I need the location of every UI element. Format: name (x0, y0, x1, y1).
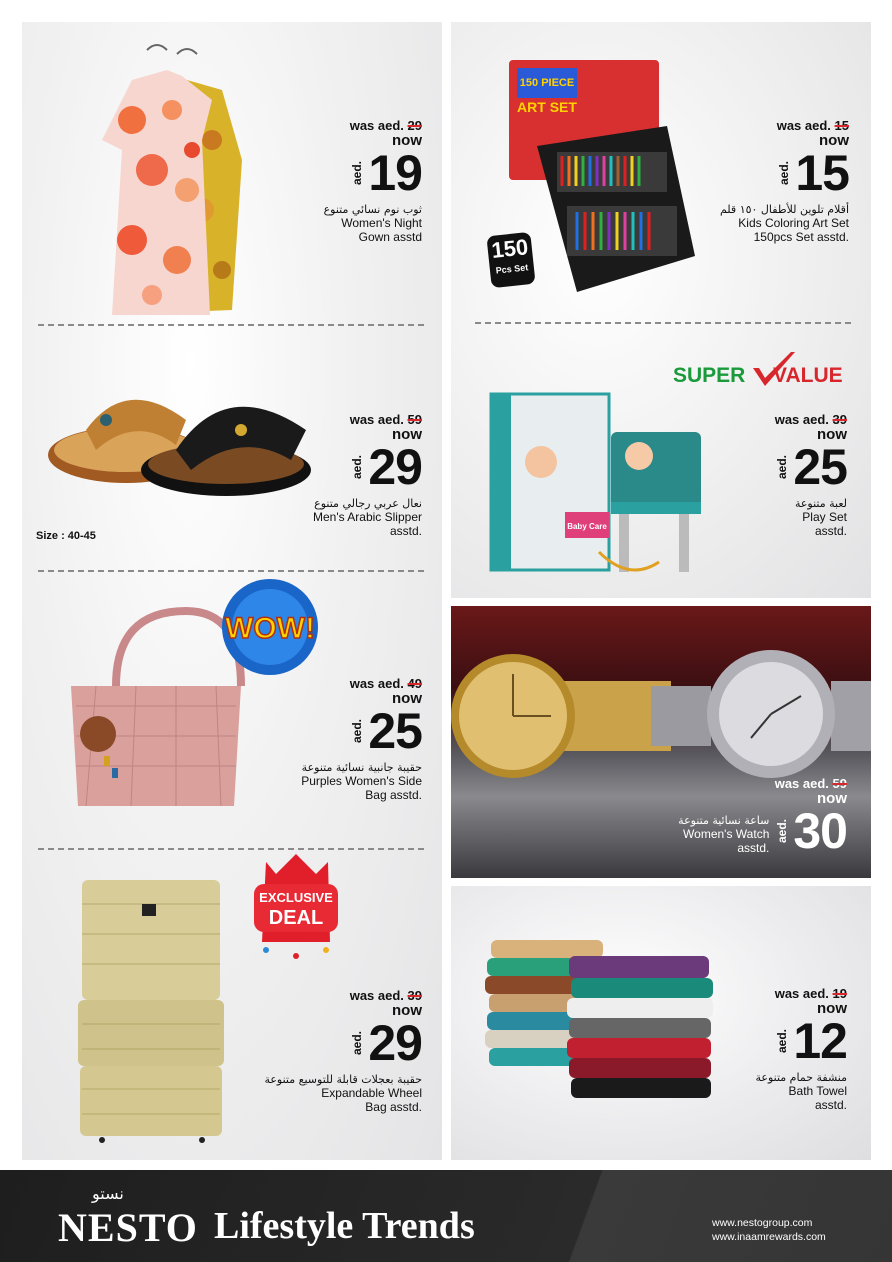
tagline: Lifestyle Trends (214, 1205, 475, 1247)
product-name-en-2: asstd. (814, 524, 847, 538)
product-name-ar: ثوب نوم نسائي متنوع (323, 203, 422, 216)
right-top-offers-panel (451, 22, 871, 598)
was-price: was aed. 59 (774, 776, 847, 791)
product-name-en-2: Gown asstd (358, 230, 422, 244)
price-amount: 29 (368, 439, 422, 495)
url-inaamrewards[interactable]: www.inaamrewards.com (712, 1231, 826, 1243)
nightgown-price (252, 118, 422, 244)
divider (475, 322, 851, 324)
product-name-ar: نعال عربي رجالي متنوع (314, 497, 422, 510)
price-amount: 25 (793, 439, 847, 495)
product-name-en-2: asstd. (737, 840, 770, 855)
brand-logo-ar: نستو (92, 1184, 124, 1203)
art-set-title: 150 PIECE (519, 77, 575, 89)
currency-label: aed. (350, 454, 365, 479)
footer-urls (712, 1216, 826, 1244)
art-set-price (679, 118, 849, 244)
product-name-en-1: Women's Watch (683, 826, 770, 841)
product-name-en-2: Bag asstd. (365, 788, 422, 802)
value-text: VALUE (773, 364, 843, 387)
currency-label: aed. (350, 160, 365, 185)
currency-label: aed. (350, 718, 365, 743)
product-name-en-2: asstd. (814, 1098, 847, 1112)
watch-price (677, 776, 847, 859)
play-set-price (677, 412, 847, 538)
product-name-en-2: asstd. (389, 524, 422, 538)
now-label: now (392, 690, 422, 707)
brand-logo: NESTO (58, 1205, 198, 1250)
price-amount: 25 (368, 703, 422, 759)
product-name-en-1: Play Set (802, 510, 847, 524)
currency-label: aed. (775, 1028, 790, 1053)
was-price: was aed. 49 (349, 676, 422, 691)
product-name-ar: منشفة حمام متنوعة (755, 1071, 847, 1084)
now-label: now (392, 132, 422, 149)
product-name-ar: ساعة نسائية متنوعة (678, 813, 770, 827)
deal-text: DEAL (268, 907, 324, 929)
product-name-en-2: Bag asstd. (365, 1100, 422, 1114)
wheel-bag-price (252, 988, 422, 1114)
price-amount: 12 (793, 1013, 847, 1069)
pcs-number: 150 (490, 234, 530, 263)
price-amount: 15 (795, 145, 849, 201)
now-label: now (392, 1002, 422, 1019)
currency-label: aed. (775, 454, 790, 479)
slipper-price (252, 412, 422, 538)
now-label: now (817, 426, 847, 443)
product-name-en-1: Men's Arabic Slipper (312, 510, 422, 524)
price-amount: 30 (793, 803, 847, 859)
towel-offer-panel (451, 886, 871, 1160)
wow-badge (210, 572, 330, 682)
now-label: now (817, 1000, 847, 1017)
now-label: now (392, 426, 422, 443)
nightgown-image (92, 40, 252, 340)
product-name-ar: حقيبة جانبية نسائية متنوعة (301, 761, 422, 774)
art-set-subtitle: ART SET (517, 99, 577, 115)
super-text: SUPER (673, 364, 746, 387)
footer-banner (0, 1170, 892, 1262)
exclusive-text: EXCLUSIVE (259, 890, 333, 905)
super-value-badge (673, 352, 853, 392)
was-price: was aed. 39 (774, 412, 847, 427)
product-name-en-2: 150pcs Set asstd. (753, 230, 849, 244)
currency-label: aed. (350, 1030, 365, 1055)
exclusive-deal-badge (246, 852, 346, 962)
url-nestogroup[interactable]: www.nestogroup.com (712, 1217, 813, 1229)
currency-label: aed. (777, 160, 792, 185)
pcs-label: Pcs Set (495, 262, 529, 276)
art-set-image (507, 56, 697, 292)
price-amount: 29 (368, 1015, 422, 1071)
currency-label: aed. (775, 818, 790, 843)
play-set-image (489, 392, 709, 592)
wheel-bag-image (72, 874, 232, 1144)
product-name-en-1: Kids Coloring Art Set (738, 216, 849, 230)
bag-price (252, 676, 422, 802)
size-note: Size : 40-45 (36, 530, 96, 542)
divider (38, 848, 424, 850)
product-name-en-1: Women's Night (341, 216, 422, 230)
was-price: was aed. 59 (349, 412, 422, 427)
pcs-set-badge (486, 232, 535, 288)
product-name-en-1: Bath Towel (788, 1084, 847, 1098)
was-price: was aed. 19 (774, 986, 847, 1001)
divider (38, 324, 424, 326)
product-name-ar: لعبة متنوعة (794, 497, 847, 510)
now-label: now (819, 132, 849, 149)
now-label: now (817, 790, 847, 807)
towel-price (677, 986, 847, 1112)
product-name-ar: حقيبة بعجلات قابلة للتوسيع متنوعة (264, 1073, 422, 1086)
product-name-en-1: Expandable Wheel (321, 1086, 422, 1100)
wow-text: WOW! (225, 612, 315, 645)
baby-care-label: Baby Care (567, 522, 607, 531)
watch-offer-panel (451, 606, 871, 878)
was-price: was aed. 15 (776, 118, 849, 133)
was-price: was aed. 29 (349, 118, 422, 133)
price-amount: 19 (368, 145, 422, 201)
was-price: was aed. 39 (349, 988, 422, 1003)
product-name-en-1: Purples Women's Side (301, 774, 422, 788)
product-name-ar: أقلام تلوين للأطفال ١٥٠ قلم (719, 203, 849, 216)
